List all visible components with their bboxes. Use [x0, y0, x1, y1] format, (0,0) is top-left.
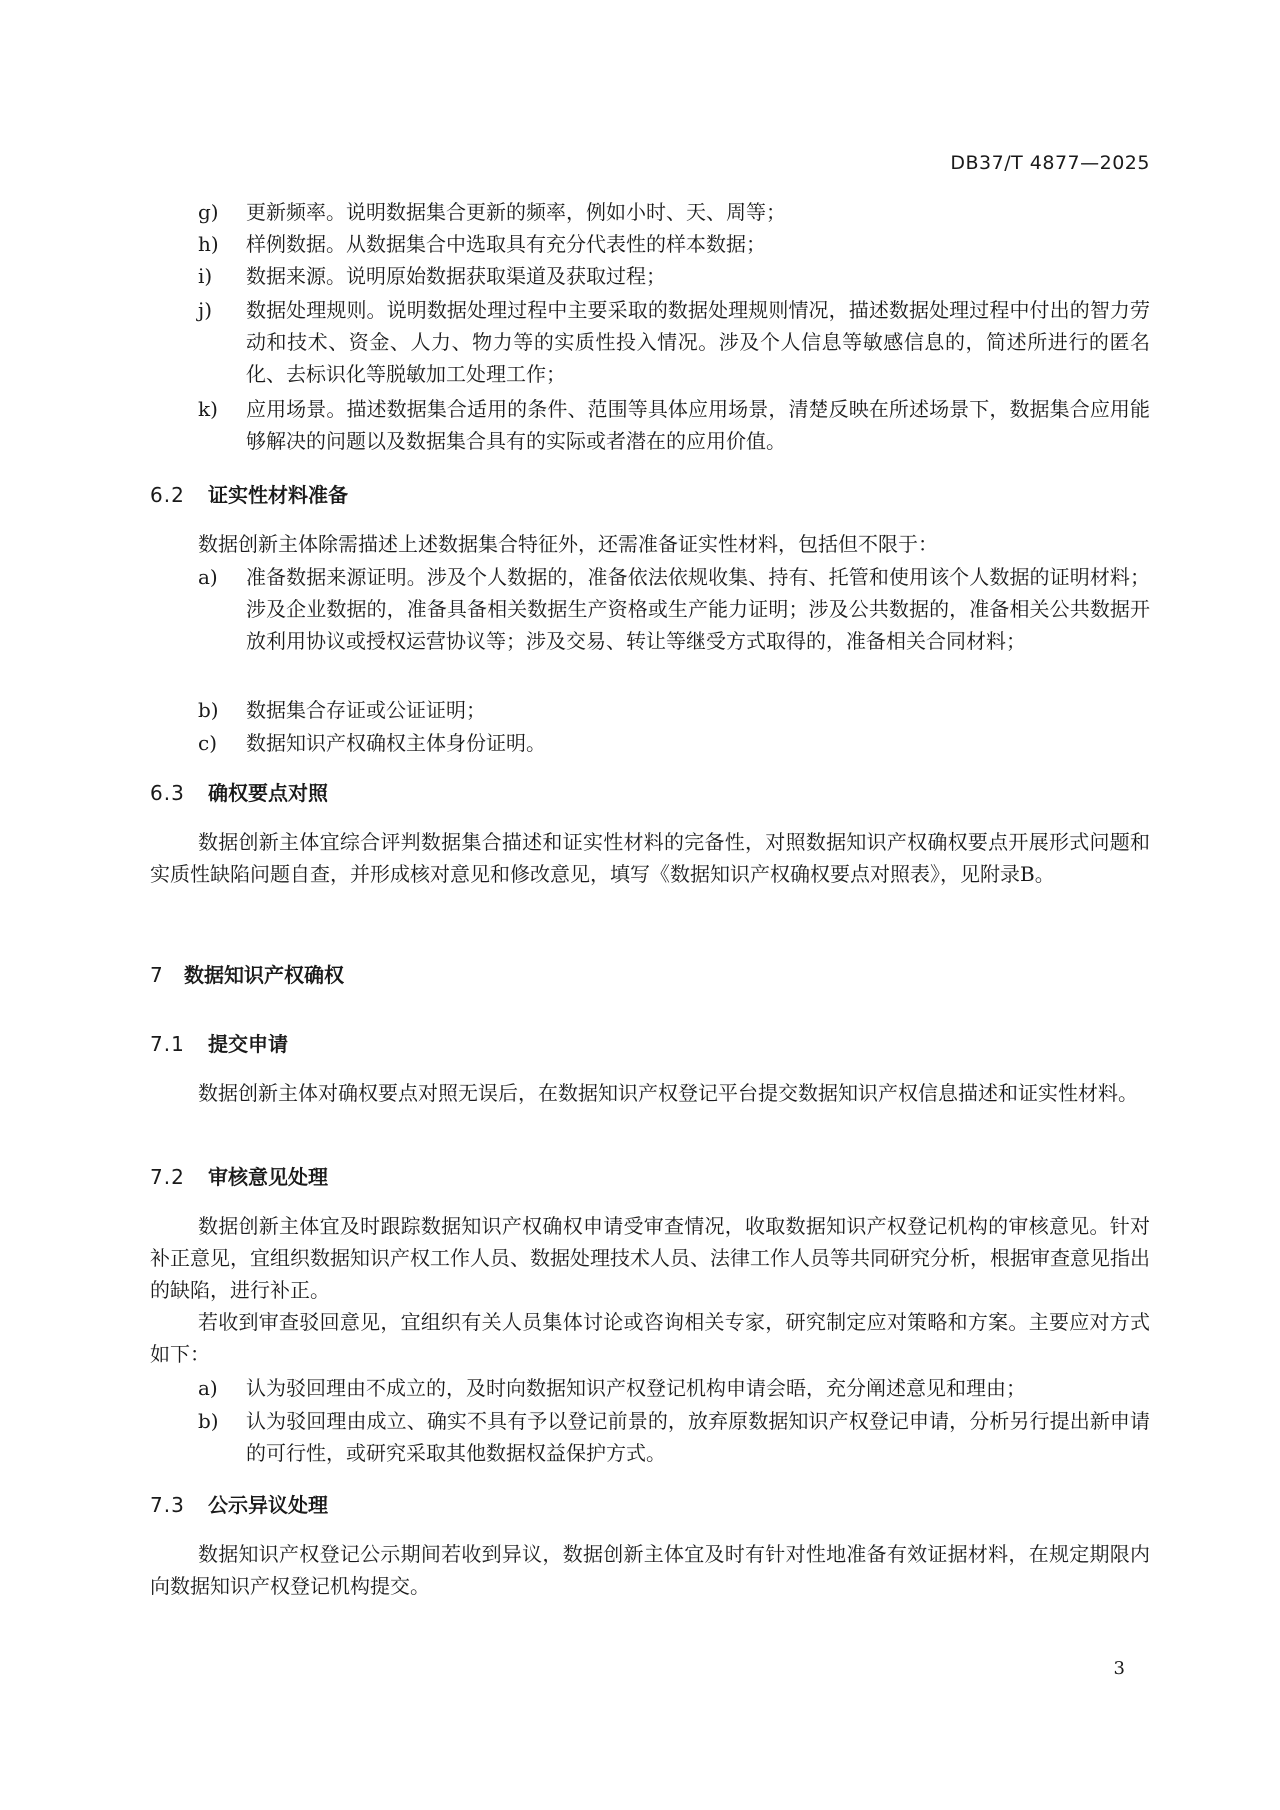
section-title: 确权要点对照 — [208, 781, 328, 805]
list-text: 认为驳回理由成立、确实不具有予以登记前景的，放弃原数据知识产权登记申请，分析另行提出新申请的可行性，或研究采取其他数据权益保护方式。 — [246, 1409, 1150, 1465]
chapter-heading-7 — [150, 960, 344, 990]
list-text: 样例数据。从数据集合中选取具有充分代表性的样本数据； — [246, 232, 766, 256]
list-item-i — [198, 260, 1150, 292]
list-text: 数据来源。说明原始数据获取渠道及获取过程； — [246, 264, 666, 288]
list-marker: c) — [198, 731, 218, 755]
section-heading-6-2 — [150, 480, 348, 510]
section-number: 7.3 — [150, 1493, 185, 1517]
list-text: 认为驳回理由不成立的，及时向数据知识产权登记机构申请会晤，充分阐述意见和理由； — [246, 1376, 1026, 1400]
list-marker: h) — [198, 232, 219, 256]
list-item-b — [198, 1405, 1150, 1469]
section-title: 数据知识产权确权 — [184, 963, 344, 987]
list-marker: b) — [198, 1409, 219, 1433]
list-text: 数据处理规则。说明数据处理过程中主要采取的数据处理规则情况，描述数据处理过程中付出的智力劳动和技术、资金、人力、物力等的实质性投入情况。涉及个人信息等敏感信息的，简述所进行的匿名化、去标识化等脱敏加工处理工作； — [246, 298, 1150, 386]
list-marker: k) — [198, 397, 218, 421]
section-title: 公示异议处理 — [208, 1493, 328, 1517]
section-title: 提交申请 — [208, 1032, 288, 1056]
list-item-c — [198, 727, 1150, 759]
section-title: 证实性材料准备 — [208, 483, 348, 507]
section-number: 6.3 — [150, 781, 185, 805]
list-item-j — [198, 294, 1150, 390]
section-number: 7 — [150, 963, 164, 987]
section-heading-7-1 — [150, 1029, 288, 1059]
section-heading-7-2 — [150, 1162, 328, 1192]
paragraph: 数据创新主体除需描述上述数据集合特征外，还需准备证实性材料，包括但不限于： — [198, 532, 938, 556]
paragraph: 数据创新主体宜综合评判数据集合描述和证实性材料的完备性，对照数据知识产权确权要点开展形式问题和实质性缺陷问题自查，并形成核对意见和修改意见，填写《数据知识产权确权要点对照表》，见附录B。 — [150, 830, 1150, 886]
list-item-g — [198, 196, 1150, 228]
list-item-b — [198, 694, 1150, 726]
section-title: 审核意见处理 — [208, 1165, 328, 1189]
section-heading-7-3 — [150, 1490, 328, 1520]
list-marker: j) — [198, 298, 213, 322]
list-marker: g) — [198, 200, 219, 224]
paragraph: 数据创新主体宜及时跟踪数据知识产权确权申请受审查情况，收取数据知识产权登记机构的审核意见。针对补正意见，宜组织数据知识产权工作人员、数据处理技术人员、法律工作人员等共同研究分析，根据审查意见指出的缺陷，进行补正。 — [150, 1214, 1150, 1302]
section-number: 6.2 — [150, 483, 185, 507]
section-number: 7.2 — [150, 1165, 185, 1189]
document-code-header: DB37/T 4877—2025 — [950, 152, 1150, 174]
list-item-k — [198, 393, 1150, 457]
paragraph: 若收到审查驳回意见，宜组织有关人员集体讨论或咨询相关专家，研究制定应对策略和方案。主要应对方式如下： — [150, 1310, 1150, 1366]
section-number: 7.1 — [150, 1032, 185, 1056]
list-marker: a) — [198, 565, 218, 589]
list-text: 应用场景。描述数据集合适用的条件、范围等具体应用场景，清楚反映在所述场景下，数据集合应用能够解决的问题以及数据集合具有的实际或者潜在的应用价值。 — [246, 397, 1150, 453]
list-text: 数据知识产权确权主体身份证明。 — [246, 731, 546, 755]
page-number: 3 — [1113, 1658, 1125, 1679]
section-heading-6-3 — [150, 778, 328, 808]
list-item-h — [198, 228, 1150, 260]
list-text: 数据集合存证或公证证明； — [246, 698, 486, 722]
paragraph: 数据知识产权登记公示期间若收到异议，数据创新主体宜及时有针对性地准备有效证据材料，在规定期限内向数据知识产权登记机构提交。 — [150, 1542, 1150, 1598]
list-item-a — [198, 561, 1150, 657]
list-marker: b) — [198, 698, 219, 722]
list-text: 准备数据来源证明。涉及个人数据的，准备依法依规收集、持有、托管和使用该个人数据的证明材料；涉及企业数据的，准备具备相关数据生产资格或生产能力证明；涉及公共数据的，准备相关公共数据开放利用协议或授权运营协议等；涉及交易、转让等继受方式取得的，准备相关合同材料； — [246, 565, 1150, 653]
list-item-a — [198, 1372, 1150, 1404]
paragraph: 数据创新主体对确权要点对照无误后，在数据知识产权登记平台提交数据知识产权信息描述和证实性材料。 — [198, 1081, 1138, 1105]
list-marker: i) — [198, 264, 213, 288]
list-marker: a) — [198, 1376, 218, 1400]
list-text: 更新频率。说明数据集合更新的频率，例如小时、天、周等； — [246, 200, 786, 224]
